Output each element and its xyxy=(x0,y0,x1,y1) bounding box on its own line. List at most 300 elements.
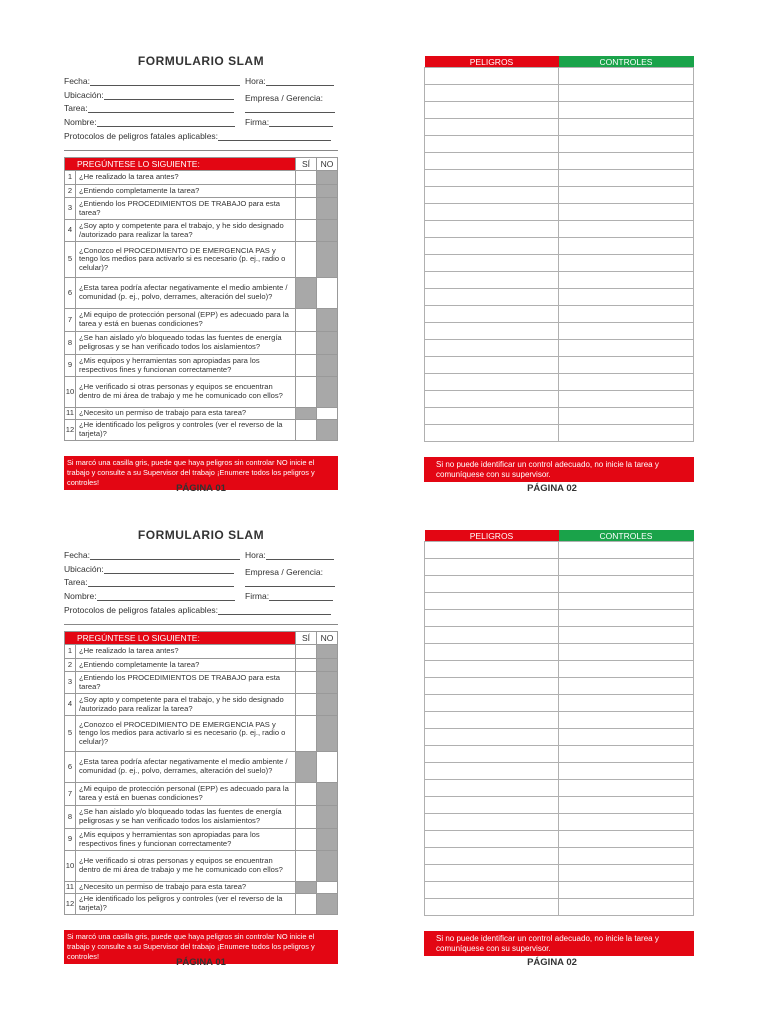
firma-row xyxy=(245,117,333,127)
tarea-field[interactable] xyxy=(88,103,234,113)
no-checkbox[interactable] xyxy=(317,829,338,851)
question-number: 10 xyxy=(65,377,76,408)
no-checkbox[interactable] xyxy=(317,882,338,894)
question-row xyxy=(65,242,338,278)
page-02-label: PÁGINA 02 xyxy=(527,483,577,494)
empresa-field[interactable] xyxy=(245,103,335,113)
peligros-header: PELIGROS xyxy=(425,56,559,68)
hazard-row xyxy=(425,221,694,238)
peligro-cell[interactable] xyxy=(425,425,559,442)
page-01-label: PÁGINA 01 xyxy=(176,483,226,494)
hazard-row xyxy=(425,865,694,882)
peligro-cell[interactable] xyxy=(425,576,559,593)
yes-checkbox[interactable] xyxy=(296,783,317,806)
question-text: ¿Conozco el PROCEDIMIENTO DE EMERGENCIA PAS y tengo los medios para activarlo si es necesario (p. ej., radio o celular)? xyxy=(76,716,296,752)
control-cell[interactable] xyxy=(559,323,694,340)
yes-checkbox[interactable] xyxy=(296,198,317,220)
peligro-cell[interactable] xyxy=(425,661,559,678)
hazard-row xyxy=(425,374,694,391)
question-row xyxy=(65,355,338,377)
hazard-row xyxy=(425,136,694,153)
hazard-row xyxy=(425,848,694,865)
yes-checkbox[interactable] xyxy=(296,309,317,332)
peligro-cell[interactable] xyxy=(425,848,559,865)
control-cell[interactable] xyxy=(559,306,694,323)
question-text: ¿He identificado los peligros y controles (ver el reverso de la tarjeta)? xyxy=(76,420,296,441)
control-cell[interactable] xyxy=(559,899,694,916)
fecha-row xyxy=(64,76,240,86)
empresa-row xyxy=(245,93,323,103)
question-row xyxy=(65,851,338,882)
no-checkbox[interactable] xyxy=(317,420,338,441)
hazards-header xyxy=(425,530,694,542)
ubicacion-row xyxy=(64,90,234,100)
questions-table xyxy=(64,157,338,441)
ubicacion-label: Ubicación: xyxy=(64,564,104,574)
question-text: ¿Entiendo los PROCEDIMIENTOS DE TRABAJO para esta tarea? xyxy=(76,672,296,694)
peligro-cell[interactable] xyxy=(425,695,559,712)
peligro-cell[interactable] xyxy=(425,391,559,408)
control-cell[interactable] xyxy=(559,593,694,610)
control-cell[interactable] xyxy=(559,661,694,678)
hazards-table xyxy=(424,530,694,916)
hazard-row xyxy=(425,661,694,678)
control-cell[interactable] xyxy=(559,357,694,374)
control-cell[interactable] xyxy=(559,374,694,391)
control-cell[interactable] xyxy=(559,119,694,136)
hazard-row xyxy=(425,340,694,357)
hazard-row xyxy=(425,408,694,425)
peligro-cell[interactable] xyxy=(425,102,559,119)
nombre-row xyxy=(64,591,235,601)
question-text: ¿He verificado si otras personas y equipos se encuentran dentro de mi área de trabajo y me he comunicado con ellos? xyxy=(76,377,296,408)
question-row xyxy=(65,220,338,242)
gray-box-warning: Si marcó una casilla gris, puede que haya peligros sin controlar NO inicie el trabajo y consulte a su Supervisor del trabajo ¡Enumere todos los peligros y controles! xyxy=(64,930,338,964)
question-text: ¿Esta tarea podría afectar negativamente el medio ambiente / comunidad (p. ej., polvo, derrames, alteración del suelo)? xyxy=(76,752,296,783)
question-text: ¿Necesito un permiso de trabajo para esta tarea? xyxy=(76,882,296,894)
no-checkbox[interactable] xyxy=(317,408,338,420)
hazard-row xyxy=(425,780,694,797)
yes-checkbox[interactable] xyxy=(296,806,317,829)
peligro-cell[interactable] xyxy=(425,712,559,729)
empresa-line-row xyxy=(245,577,335,587)
question-number: 9 xyxy=(65,829,76,851)
no-checkbox[interactable] xyxy=(317,894,338,915)
question-text: ¿He realizado la tarea antes? xyxy=(76,171,296,185)
firma-label: Firma: xyxy=(245,591,270,601)
firma-row xyxy=(245,591,333,601)
no-checkbox[interactable] xyxy=(317,659,338,672)
control-cell[interactable] xyxy=(559,797,694,814)
hora-field[interactable] xyxy=(266,76,334,86)
questions-body xyxy=(65,171,338,441)
question-number: 4 xyxy=(65,220,76,242)
no-checkbox[interactable] xyxy=(317,377,338,408)
questions-header-label: PREGÚNTESE LO SIGUIENTE: xyxy=(65,632,296,645)
peligro-cell[interactable] xyxy=(425,746,559,763)
hazards-header xyxy=(425,56,694,68)
no-checkbox[interactable] xyxy=(317,278,338,309)
yes-header: SÍ xyxy=(296,632,317,645)
no-header: NO xyxy=(317,158,338,171)
question-number: 1 xyxy=(65,171,76,185)
peligro-cell[interactable] xyxy=(425,68,559,85)
peligro-cell[interactable] xyxy=(425,899,559,916)
gray-box-warning: Si marcó una casilla gris, puede que haya peligros sin controlar NO inicie el trabajo y consulte a su Supervisor del trabajo ¡Enumere todos los peligros y controles! xyxy=(64,456,338,490)
peligro-cell[interactable] xyxy=(425,542,559,559)
question-number: 11 xyxy=(65,408,76,420)
peligro-cell[interactable] xyxy=(425,408,559,425)
hazard-row xyxy=(425,814,694,831)
control-cell[interactable] xyxy=(559,170,694,187)
control-cell[interactable] xyxy=(559,408,694,425)
question-row xyxy=(65,783,338,806)
control-cell[interactable] xyxy=(559,85,694,102)
control-cell[interactable] xyxy=(559,391,694,408)
no-checkbox[interactable] xyxy=(317,672,338,694)
tarea-label: Tarea: xyxy=(64,103,88,113)
peligro-cell[interactable] xyxy=(425,831,559,848)
hazard-row xyxy=(425,644,694,661)
no-checkbox[interactable] xyxy=(317,645,338,659)
divider xyxy=(64,150,338,151)
hazard-row xyxy=(425,831,694,848)
question-text: ¿Soy apto y competente para el trabajo, y he sido designado /autorizado para realizar la tarea? xyxy=(76,220,296,242)
question-number: 10 xyxy=(65,851,76,882)
question-row xyxy=(65,806,338,829)
yes-header: SÍ xyxy=(296,158,317,171)
fecha-field[interactable] xyxy=(90,76,240,86)
control-cell[interactable] xyxy=(559,559,694,576)
yes-checkbox[interactable] xyxy=(296,694,317,716)
fecha-field[interactable] xyxy=(90,550,240,560)
empresa-line-row xyxy=(245,103,335,113)
ubicacion-label: Ubicación: xyxy=(64,90,104,100)
firma-field[interactable] xyxy=(269,117,333,127)
tarea-row xyxy=(64,103,234,113)
question-number: 8 xyxy=(65,332,76,355)
question-row xyxy=(65,171,338,185)
hora-row xyxy=(245,76,334,86)
no-checkbox[interactable] xyxy=(317,198,338,220)
control-cell[interactable] xyxy=(559,542,694,559)
peligro-cell[interactable] xyxy=(425,272,559,289)
control-cell[interactable] xyxy=(559,763,694,780)
control-cell[interactable] xyxy=(559,425,694,442)
control-cell[interactable] xyxy=(559,644,694,661)
hazard-row xyxy=(425,187,694,204)
hazard-row xyxy=(425,882,694,899)
control-cell[interactable] xyxy=(559,780,694,797)
empresa-label: Empresa / Gerencia: xyxy=(245,93,323,103)
yes-checkbox[interactable] xyxy=(296,659,317,672)
no-checkbox[interactable] xyxy=(317,242,338,278)
no-checkbox[interactable] xyxy=(317,309,338,332)
hazard-row xyxy=(425,576,694,593)
question-text: ¿He verificado si otras personas y equipos se encuentran dentro de mi área de trabajo y me he comunicado con ellos? xyxy=(76,851,296,882)
question-row xyxy=(65,198,338,220)
no-header: NO xyxy=(317,632,338,645)
question-row xyxy=(65,672,338,694)
control-cell[interactable] xyxy=(559,289,694,306)
control-cell[interactable] xyxy=(559,814,694,831)
control-cell[interactable] xyxy=(559,610,694,627)
peligro-cell[interactable] xyxy=(425,323,559,340)
control-cell[interactable] xyxy=(559,102,694,119)
question-text: ¿Entiendo completamente la tarea? xyxy=(76,659,296,672)
hazard-row xyxy=(425,593,694,610)
no-checkbox[interactable] xyxy=(317,806,338,829)
peligro-cell[interactable] xyxy=(425,221,559,238)
peligro-cell[interactable] xyxy=(425,374,559,391)
question-row xyxy=(65,309,338,332)
peligro-cell[interactable] xyxy=(425,238,559,255)
hora-label: Hora: xyxy=(245,550,266,560)
question-row xyxy=(65,694,338,716)
nombre-label: Nombre: xyxy=(64,117,97,127)
question-number: 6 xyxy=(65,752,76,783)
question-text: ¿Soy apto y competente para el trabajo, y he sido designado /autorizado para realizar la tarea? xyxy=(76,694,296,716)
peligro-cell[interactable] xyxy=(425,882,559,899)
peligro-cell[interactable] xyxy=(425,678,559,695)
hazard-row xyxy=(425,542,694,559)
hazard-row xyxy=(425,610,694,627)
question-text: ¿Entiendo los PROCEDIMIENTOS DE TRABAJO para esta tarea? xyxy=(76,198,296,220)
hazard-row xyxy=(425,729,694,746)
question-text: ¿He identificado los peligros y controles (ver el reverso de la tarjeta)? xyxy=(76,894,296,915)
control-cell[interactable] xyxy=(559,865,694,882)
control-cell[interactable] xyxy=(559,882,694,899)
no-checkbox[interactable] xyxy=(317,752,338,783)
hazard-row xyxy=(425,272,694,289)
questions-table xyxy=(64,631,338,915)
no-control-warning: Si no puede identificar un control adecuado, no inicie la tarea y comuníquese con su supervisor. xyxy=(424,931,694,956)
peligro-cell[interactable] xyxy=(425,357,559,374)
nombre-field[interactable] xyxy=(97,591,235,601)
question-row xyxy=(65,377,338,408)
peligro-cell[interactable] xyxy=(425,559,559,576)
question-number: 5 xyxy=(65,242,76,278)
hazard-row xyxy=(425,255,694,272)
question-number: 3 xyxy=(65,198,76,220)
peligro-cell[interactable] xyxy=(425,780,559,797)
yes-checkbox[interactable] xyxy=(296,242,317,278)
control-cell[interactable] xyxy=(559,678,694,695)
peligro-cell[interactable] xyxy=(425,289,559,306)
hazard-row xyxy=(425,102,694,119)
question-row xyxy=(65,752,338,783)
questions-header xyxy=(65,158,338,171)
questions-header xyxy=(65,632,338,645)
hazard-row xyxy=(425,678,694,695)
no-checkbox[interactable] xyxy=(317,851,338,882)
hazard-row xyxy=(425,425,694,442)
control-cell[interactable] xyxy=(559,255,694,272)
question-text: ¿Se han aislado y/o bloqueado todas las fuentes de energía peligrosas y se han verificado todos los aislamientos? xyxy=(76,332,296,355)
peligro-cell[interactable] xyxy=(425,153,559,170)
hazards-table xyxy=(424,56,694,442)
question-row xyxy=(65,716,338,752)
ubicacion-field[interactable] xyxy=(104,564,234,574)
peligro-cell[interactable] xyxy=(425,729,559,746)
tarea-label: Tarea: xyxy=(64,577,88,587)
control-cell[interactable] xyxy=(559,729,694,746)
no-checkbox[interactable] xyxy=(317,185,338,198)
peligro-cell[interactable] xyxy=(425,763,559,780)
tarea-field[interactable] xyxy=(88,577,234,587)
yes-checkbox[interactable] xyxy=(296,278,317,309)
hazard-row xyxy=(425,797,694,814)
nombre-label: Nombre: xyxy=(64,591,97,601)
peligro-cell[interactable] xyxy=(425,865,559,882)
control-cell[interactable] xyxy=(559,746,694,763)
hazard-row xyxy=(425,68,694,85)
control-cell[interactable] xyxy=(559,272,694,289)
no-control-warning: Si no puede identificar un control adecuado, no inicie la tarea y comuníquese con su supervisor. xyxy=(424,457,694,482)
peligro-cell[interactable] xyxy=(425,593,559,610)
control-cell[interactable] xyxy=(559,204,694,221)
hazard-row xyxy=(425,391,694,408)
form-title: FORMULARIO SLAM xyxy=(137,54,265,68)
yes-checkbox[interactable] xyxy=(296,355,317,377)
ubicacion-row xyxy=(64,564,234,574)
control-cell[interactable] xyxy=(559,221,694,238)
peligro-cell[interactable] xyxy=(425,136,559,153)
yes-checkbox[interactable] xyxy=(296,894,317,915)
peligro-cell[interactable] xyxy=(425,610,559,627)
question-number: 7 xyxy=(65,309,76,332)
question-number: 7 xyxy=(65,783,76,806)
control-cell[interactable] xyxy=(559,153,694,170)
question-text: ¿Conozco el PROCEDIMIENTO DE EMERGENCIA PAS y tengo los medios para activarlo si es necesario (p. ej., radio o celular)? xyxy=(76,242,296,278)
control-cell[interactable] xyxy=(559,136,694,153)
control-cell[interactable] xyxy=(559,831,694,848)
page-02-label: PÁGINA 02 xyxy=(527,957,577,968)
hazard-row xyxy=(425,695,694,712)
control-cell[interactable] xyxy=(559,712,694,729)
question-text: ¿Se han aislado y/o bloqueado todas las fuentes de energía peligrosas y se han verificado todos los aislamientos? xyxy=(76,806,296,829)
yes-checkbox[interactable] xyxy=(296,752,317,783)
control-cell[interactable] xyxy=(559,848,694,865)
peligro-cell[interactable] xyxy=(425,644,559,661)
form-title: FORMULARIO SLAM xyxy=(137,528,265,542)
yes-checkbox[interactable] xyxy=(296,672,317,694)
empresa-label: Empresa / Gerencia: xyxy=(245,567,323,577)
hazard-row xyxy=(425,170,694,187)
ubicacion-field[interactable] xyxy=(104,90,234,100)
control-cell[interactable] xyxy=(559,68,694,85)
nombre-field[interactable] xyxy=(97,117,235,127)
nombre-row xyxy=(64,117,235,127)
peligro-cell[interactable] xyxy=(425,306,559,323)
question-row xyxy=(65,420,338,441)
question-number: 2 xyxy=(65,185,76,198)
firma-field[interactable] xyxy=(269,591,333,601)
control-cell[interactable] xyxy=(559,576,694,593)
question-text: ¿Mis equipos y herramientas son apropiadas para los respectivos fines y funcionan correctamente? xyxy=(76,355,296,377)
empresa-field[interactable] xyxy=(245,577,335,587)
peligro-cell[interactable] xyxy=(425,170,559,187)
no-checkbox[interactable] xyxy=(317,171,338,185)
no-checkbox[interactable] xyxy=(317,220,338,242)
question-number: 12 xyxy=(65,420,76,441)
no-checkbox[interactable] xyxy=(317,332,338,355)
control-cell[interactable] xyxy=(559,627,694,644)
question-row xyxy=(65,829,338,851)
control-cell[interactable] xyxy=(559,695,694,712)
hora-field[interactable] xyxy=(266,550,334,560)
question-text: ¿Mi equipo de protección personal (EPP) es adecuado para la tarea y está en buenas condiciones? xyxy=(76,309,296,332)
peligro-cell[interactable] xyxy=(425,627,559,644)
question-number: 8 xyxy=(65,806,76,829)
hazard-row xyxy=(425,763,694,780)
no-checkbox[interactable] xyxy=(317,355,338,377)
hazard-row xyxy=(425,306,694,323)
page-01-label: PÁGINA 01 xyxy=(176,957,226,968)
yes-checkbox[interactable] xyxy=(296,185,317,198)
hazard-row xyxy=(425,357,694,374)
question-number: 9 xyxy=(65,355,76,377)
divider xyxy=(64,624,338,625)
yes-checkbox[interactable] xyxy=(296,645,317,659)
no-checkbox[interactable] xyxy=(317,783,338,806)
peligro-cell[interactable] xyxy=(425,797,559,814)
controles-header: CONTROLES xyxy=(559,530,694,542)
yes-checkbox[interactable] xyxy=(296,716,317,752)
question-number: 11 xyxy=(65,882,76,894)
question-text: ¿He realizado la tarea antes? xyxy=(76,645,296,659)
peligro-cell[interactable] xyxy=(425,340,559,357)
yes-checkbox[interactable] xyxy=(296,171,317,185)
hazard-row xyxy=(425,204,694,221)
hora-label: Hora: xyxy=(245,76,266,86)
peligro-cell[interactable] xyxy=(425,204,559,221)
question-text: ¿Necesito un permiso de trabajo para esta tarea? xyxy=(76,408,296,420)
peligro-cell[interactable] xyxy=(425,255,559,272)
no-checkbox[interactable] xyxy=(317,694,338,716)
control-cell[interactable] xyxy=(559,340,694,357)
question-text: ¿Esta tarea podría afectar negativamente el medio ambiente / comunidad (p. ej., polvo, derrames, alteración del suelo)? xyxy=(76,278,296,309)
peligro-cell[interactable] xyxy=(425,85,559,102)
hazard-row xyxy=(425,323,694,340)
control-cell[interactable] xyxy=(559,187,694,204)
question-number: 2 xyxy=(65,659,76,672)
question-number: 5 xyxy=(65,716,76,752)
yes-checkbox[interactable] xyxy=(296,851,317,882)
yes-checkbox[interactable] xyxy=(296,332,317,355)
hazard-row xyxy=(425,85,694,102)
protocolos-label: Protocolos de peligros fatales aplicables: xyxy=(64,605,219,615)
peligro-cell[interactable] xyxy=(425,187,559,204)
protocolos-field[interactable] xyxy=(218,605,331,615)
yes-checkbox[interactable] xyxy=(296,408,317,420)
peligro-cell[interactable] xyxy=(425,119,559,136)
peligro-cell[interactable] xyxy=(425,814,559,831)
yes-checkbox[interactable] xyxy=(296,420,317,441)
yes-checkbox[interactable] xyxy=(296,377,317,408)
empresa-row xyxy=(245,567,323,577)
yes-checkbox[interactable] xyxy=(296,220,317,242)
no-checkbox[interactable] xyxy=(317,716,338,752)
yes-checkbox[interactable] xyxy=(296,882,317,894)
question-number: 3 xyxy=(65,672,76,694)
protocolos-field[interactable] xyxy=(218,131,331,141)
hazard-row xyxy=(425,712,694,729)
control-cell[interactable] xyxy=(559,238,694,255)
hazard-row xyxy=(425,289,694,306)
yes-checkbox[interactable] xyxy=(296,829,317,851)
controles-header: CONTROLES xyxy=(559,56,694,68)
